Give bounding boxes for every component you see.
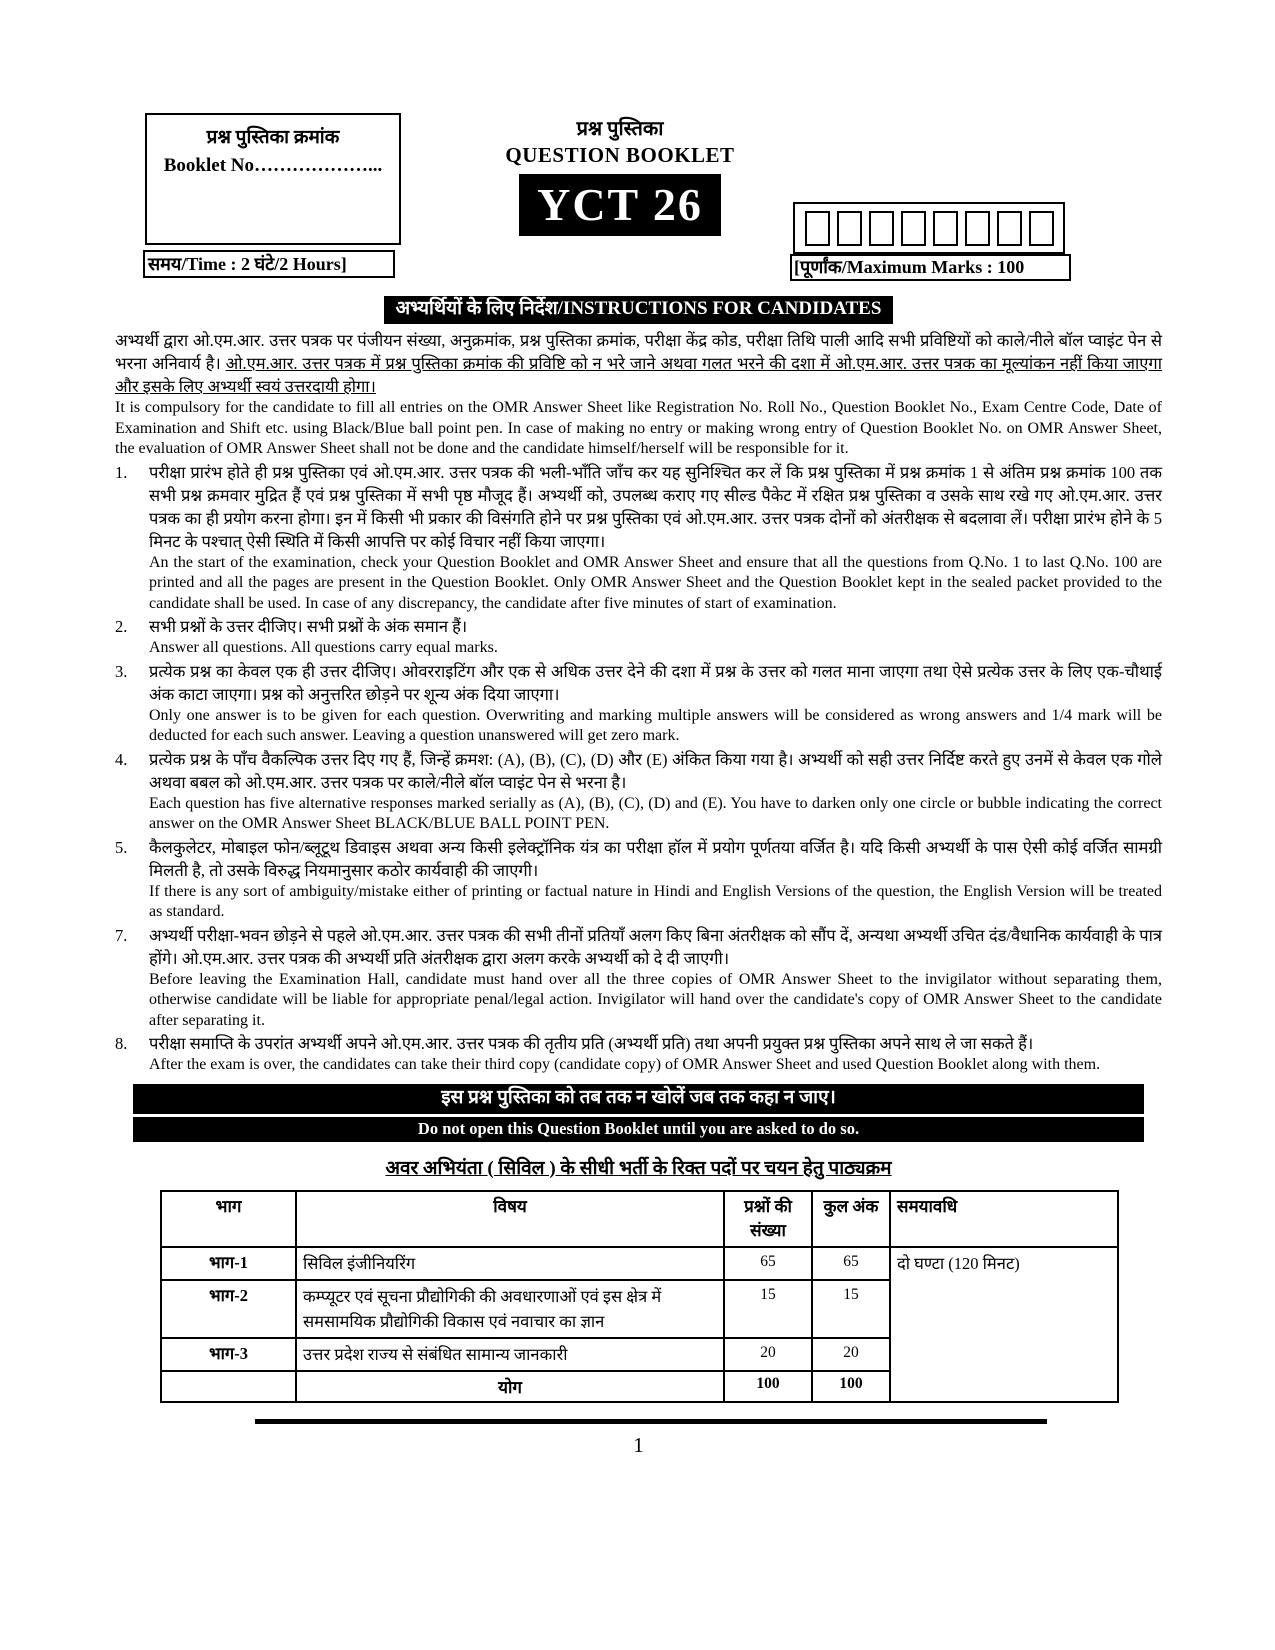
header-subject: विषय [296,1191,724,1247]
bottom-rule [255,1419,1047,1424]
maximum-marks-box [790,254,1071,281]
intro-paragraph-english: It is compulsory for the candidate to fill all entries on the OMR Answer Sheet like Registration No. Roll No., Question Booklet No., Exam Centre Code, Date of Examination and Shift etc. using Black/Blue ball point pen. In case of making no entry or making wrong entry of Question Booklet No. on OMR Answer Sheet, the evaluation of OMR Answer Sheet shall not be done and the candidate himself/herself will be responsible for it. [115,399,1162,457]
number-entry-cell[interactable] [837,211,862,246]
table-header-row [161,1191,1118,1247]
item-text-hindi: परीक्षा समाप्ति के उपरांत अभ्यर्थी अपने ओ.एम.आर. उत्तर पत्रक की तृतीय प्रति (अभ्यर्थी प्रति) तथा अपनी प्रयुक्त प्रश्न पुस्तिका अपने साथ ले जा सकते हैं। [149,1034,1034,1053]
item-text-english: Before leaving the Examination Hall, candidate must hand over all the three copies of OMR Answer Sheet to the invigilator without separating them, otherwise candidate will be liable for appropriate penal/legal action. Invigilator will hand over the candidate's copy of OMR Answer Sheet to the candidate after separating it. [149,970,1162,1029]
item-number: 2. [115,617,128,636]
item-text-english: Each question has five alternative responses marked serially as (A), (B), (C), (D) and (E). You have to darken only one circle or bubble indicating the correct answer on the OMR Answer Sheet BLACK/BLUE BALL POINT PEN. [149,794,1162,832]
do-not-open-notice-english: Do not open this Question Booklet until you are asked to do so. [133,1117,1144,1142]
item-text-hindi: सभी प्रश्नों के उत्तर दीजिए। सभी प्रश्नों के अंक समान हैं। [149,617,468,636]
instruction-item-3 [115,660,1162,747]
number-entry-cell[interactable] [805,211,830,246]
item-text-english: If there is any sort of ambiguity/mistake either of printing or factual nature in Hindi and English Versions of the question, the English Version will be treated as standard. [149,882,1162,920]
do-not-open-notice-hindi: इस प्रश्न पुस्तिका को तब तक न खोलें जब तक कहा न जाए। [133,1084,1144,1114]
part-cell: भाग-2 [161,1280,296,1338]
marks-cell: 15 [812,1280,890,1338]
booklet-number-label-hindi: प्रश्न पुस्तिका क्रमांक [206,127,340,148]
subject-cell: उत्तर प्रदेश राज्य से संबंधित सामान्य जानकारी [296,1338,724,1371]
item-text-hindi: प्रत्येक प्रश्न के पाँच वैकल्पिक उत्तर दिए गए हैं, जिन्हें क्रमश: (A), (B), (C), (D) और (E) अंकित किया गया है। अभ्यर्थी को सही उत्तर निर्दिष्ट करते हुए उनमें से केवल एक गोले अथवा बबल को ओ.एम.आर. उत्तर पत्रक पर काले/नीले बॉल प्वाइंट पेन से भरना है। [149,749,1162,792]
header-duration: समयावधि [890,1191,1118,1247]
intro-hindi-underlined: ओ.एम.आर. उत्तर पत्रक में प्रश्न पुस्तिका क्रमांक की प्रविष्टि को न भरे जाने अथवा गलत भरने की दशा में ओ.एम.आर. उत्तर पत्रक का मूल्यांकन नहीं किया जाएगा और इसके लिए अभ्यर्थी स्वयं उत्तरदायी होगा। [115,354,1162,396]
total-marks-cell: 100 [812,1371,890,1402]
item-number: 5. [115,837,128,857]
syllabus-table [160,1190,1119,1403]
instruction-item-1 [115,461,1162,615]
duration-cell: दो घण्टा (120 मिनट) [890,1247,1118,1402]
item-text-english: Only one answer is to be given for each question. Overwriting and marking multiple answers will be considered as wrong answers and 1/4 mark will be deducted for each such answer. Leaving a question unanswered will get zero mark. [149,706,1162,744]
instructions-section [115,296,1162,1478]
subject-cell: कम्प्यूटर एवं सूचना प्रौद्योगिकी की अवधारणाओं एवं इस क्षेत्र में समसामयिक प्रौद्योगिकी विकास एवं नवाचार का ज्ञान [296,1280,724,1338]
item-text-hindi: अभ्यर्थी परीक्षा-भवन छोड़ने से पहले ओ.एम.आर. उत्तर पत्रक की सभी तीनों प्रतियाँ अलग किए बिना अंतरीक्षक को सौंप दें, अन्यथा अभ्यर्थी उचित दंड/वैधानिक कार्यवाही के पात्र होंगे। ओ.एम.आर. उत्तर पत्रक की अभ्यर्थी प्रति अंतरीक्षक द्वारा अलग करके अभ्यर्थी को दे दी जाएगी। [149,925,1162,968]
instruction-item-7 [115,924,1162,1032]
item-text-english: An the start of the examination, check your Question Booklet and OMR Answer Sheet and ensure that all the questions from Q.No. 1 to last Q.No. 100 are printed and all the pages are present in the Question Booklet. Only OMR Answer Sheet and the Question Booklet kept in the sealed packet provided to the candidate shall be used. In case of any discrepancy, the candidate after five minutes of start of examination. [149,553,1162,612]
item-number: 7. [115,925,128,945]
item-text-hindi: प्रत्येक प्रश्न का केवल एक ही उत्तर दीजिए। ओवरराइटिंग और एक से अधिक उत्तर देने की दशा में प्रश्न के उत्तर को गलत माना जाएगा तथा ऐसे प्रत्येक उत्तर के लिए एक-चौथाई अंक काटा जाएगा। प्रश्न को अनुत्तरित छोड़ने पर शून्य अंक दिया जाएगा। [149,661,1162,704]
booklet-title-block [455,116,785,236]
number-entry-cell[interactable] [869,211,894,246]
time-allowed-label: समय/Time : 2 घंटे/2 Hours] [148,254,347,274]
questions-cell: 15 [724,1280,812,1338]
page-number: 1 [633,1432,644,1457]
item-text-english: After the exam is over, the candidates can take their third copy (candidate copy) of OMR Answer Sheet and used Question Booklet along with them. [149,1056,1101,1073]
maximum-marks-label: [पूर्णांक/Maximum Marks : 100 [794,257,1025,277]
item-number: 3. [115,661,128,681]
time-allowed-box [143,250,395,278]
subject-cell: सिविल इंजीनियरिंग [296,1247,724,1280]
item-text-english: Answer all questions. All questions carry equal marks. [149,639,498,656]
intro-paragraph-hindi [115,329,1162,398]
number-entry-cell[interactable] [965,211,990,246]
total-label-cell: योग [296,1371,724,1402]
number-entry-cell[interactable] [901,211,926,246]
header-questions: प्रश्नों की संख्या [724,1191,812,1247]
empty-cell [161,1371,296,1402]
booklet-title-english: QUESTION BOOKLET [505,143,735,167]
questions-cell: 20 [724,1338,812,1371]
number-entry-cell[interactable] [933,211,958,246]
instruction-item-8 [115,1032,1162,1076]
total-questions-cell: 100 [724,1371,812,1402]
part-cell: भाग-1 [161,1247,296,1280]
syllabus-title: अवर अभियंता ( सिविल ) के सीधी भर्ती के रिक्त पदों पर चयन हेतु पाठ्यक्रम [385,1157,892,1179]
questions-cell: 65 [724,1247,812,1280]
item-text-hindi: परीक्षा प्रारंभ होते ही प्रश्न पुस्तिका एवं ओ.एम.आर. उत्तर पत्रक की भली-भाँति जाँच कर यह सुनिश्चित कर लें कि प्रश्न पुस्तिका में प्रश्न क्रमांक 1 से अंतिम प्रश्न क्रमांक 100 तक सभी प्रश्न क्रमवार मुद्रित हैं एवं प्रश्न पुस्तिका में सभी पृष्ठ मौजूद हैं। अभ्यर्थी को, उपलब्ध कराए गए सील्ड पैकेट में रक्षित प्रश्न पुस्तिका व उसके साथ रखे गए ओ.एम.आर. उत्तर पत्रक का ही प्रयोग करना होगा। इन में किसी भी प्रकार की विसंगति होने पर प्रश्न पुस्तिका एवं ओ.एम.आर. उत्तर पत्रक दोनों को अंतरीक्षक से बदलावा लें। परीक्षा प्रारंभ होने के 5 मिनट के पश्चात् ऐसी स्थिति में किसी आपत्ति पर कोई विचार नहीं किया जाएगा। [149,462,1162,551]
intro-hindi-normal: अभ्यर्थी द्वारा ओ.एम.आर. उत्तर पत्रक पर पंजीयन संख्या, अनुक्रमांक, प्रश्न पुस्तिका क्रमांक, परीक्षा केंद्र कोड, परीक्षा तिथि पाली आदि सभी प्रविष्टियों को काले/नीले बॉल प्वाइंट पेन से भरना अनिवार्य है। [115,331,1162,373]
page-header [0,0,1275,290]
header-part: भाग [161,1191,296,1247]
booklet-series-code: YCT 26 [519,174,721,236]
marks-cell: 65 [812,1247,890,1280]
instruction-item-2 [115,615,1162,659]
part-cell: भाग-3 [161,1338,296,1371]
table-row [161,1247,1118,1280]
number-entry-cell[interactable] [997,211,1022,246]
header-marks: कुल अंक [812,1191,890,1247]
booklet-number-box [145,113,401,245]
item-text-hindi: कैलकुलेटर, मोबाइल फोन/ब्लूटूथ डिवाइस अथवा अन्य किसी इलेक्ट्रॉनिक यंत्र का परीक्षा हॉल में प्रयोग पूर्णतया वर्जित है। यदि किसी अभ्यर्थी के पास ऐसी कोई वर्जित सामग्री मिलती है, तो उसके विरुद्ध नियमानुसार कठोर कार्यवाही की जाएगी। [149,837,1162,880]
booklet-number-field[interactable]: Booklet No………………... [163,155,383,176]
marks-cell: 20 [812,1338,890,1371]
instructions-heading: अभ्यर्थियों के लिए निर्देश/INSTRUCTIONS FOR CANDIDATES [384,296,894,324]
booklet-title-hindi: प्रश्न पुस्तिका [576,118,664,140]
number-entry-cell[interactable] [1029,211,1054,246]
item-number: 1. [115,462,128,482]
instruction-item-4 [115,748,1162,835]
item-number: 4. [115,749,128,769]
instruction-item-5 [115,836,1162,923]
item-number: 8. [115,1034,128,1053]
booklet-number-entry-grid [793,202,1065,254]
